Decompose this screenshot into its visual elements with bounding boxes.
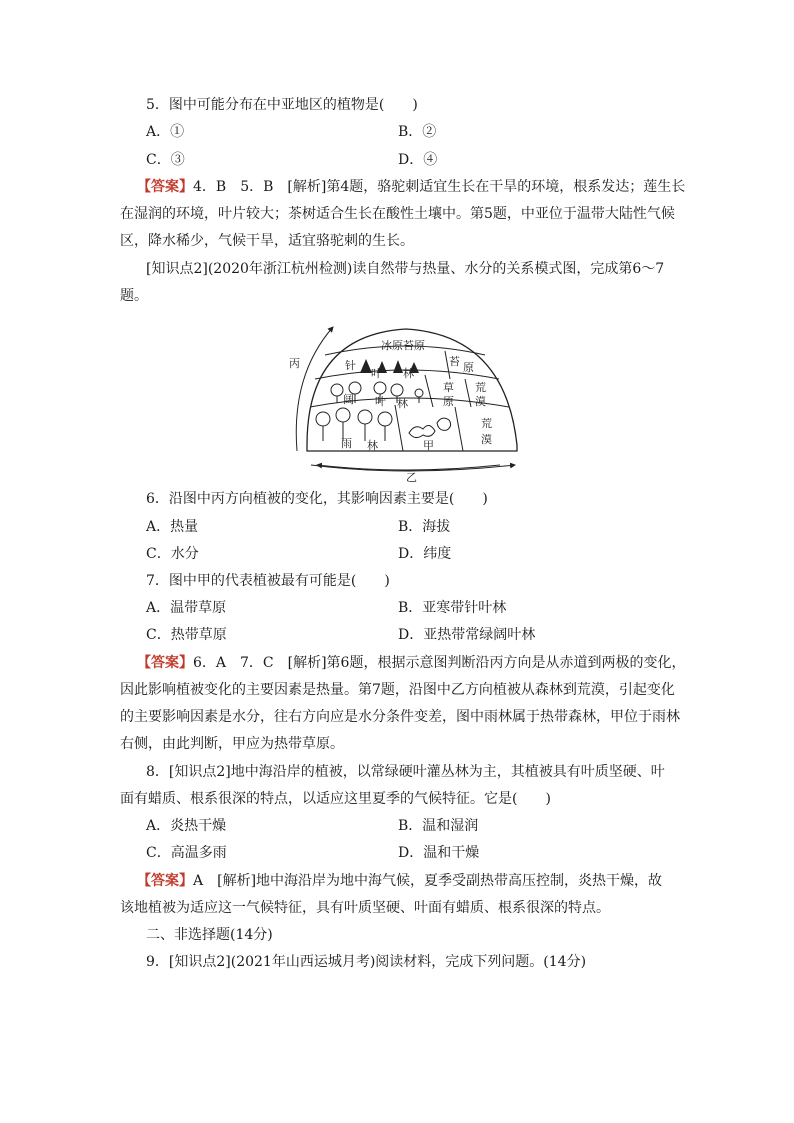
label-tai: 苔: [449, 355, 460, 368]
question-6-stem: 6．沿图中丙方向植被的变化，其影响因素主要是( ): [146, 491, 488, 507]
answer-text: 4．B 5．B [解析]第4题，骆驼刺适宜生长在干旱的环境，根系发达；莲生长: [193, 179, 686, 195]
question-6-option-d: D．纬度: [398, 546, 452, 562]
rainforest-tree-icons: [316, 408, 392, 441]
answer-8-line-1: [137, 871, 662, 891]
label-grass-2: 原: [443, 395, 454, 408]
question-5-option-b: B．②: [398, 124, 437, 140]
answer-6-7-line-1: [137, 653, 685, 673]
question-8-line-2: 面有蜡质、根系很深的特点，以适应这里夏季的气候特征。它是( ): [120, 791, 551, 807]
label-bing: 丙: [289, 357, 300, 370]
answer-4-5-line-3: 区，降水稀少，气候干旱，适宜骆驼刺的生长。: [120, 233, 414, 249]
question-5-stem: 5．图中可能分布在中亚地区的植物是( ): [146, 97, 418, 113]
question-8-option-a: A．炎热干燥: [146, 818, 227, 834]
label-broad-1: 阔: [343, 393, 354, 406]
label-broad-3: 林: [397, 397, 408, 410]
question-7-stem: 7．图中甲的代表植被最有可能是( ): [146, 573, 390, 589]
question-8-line-1: 8．[知识点2]地中海沿岸的植被，以常绿硬叶灌丛林为主，其植被具有叶质坚硬、叶: [146, 764, 665, 780]
answer-text: A [解析]地中海沿岸为地中海气候，夏季受副热带高压控制，炎热干燥，故: [193, 873, 663, 889]
label-tundra: 冰原苔原: [381, 339, 425, 352]
question-9-stem: 9．[知识点2](2021年山西运城月考)阅读材料，完成下列问题。(14分): [146, 954, 587, 970]
label-broad-2: 叶: [375, 395, 386, 408]
arrow-bing: [296, 327, 333, 451]
label-rain-1: 雨: [341, 437, 352, 450]
answer-tag: 【答案】: [137, 655, 193, 671]
question-8-option-b: B．温和湿润: [398, 818, 479, 834]
question-7-option-a: A．温带草原: [146, 600, 227, 616]
knowledge-point-line-1: [知识点2](2020年浙江杭州检测)读自然带与热量、水分的关系模式图，完成第6～7: [146, 261, 665, 277]
natural-zone-diagram: [285, 315, 527, 485]
question-7-option-b: B．亚寒带针叶林: [398, 600, 507, 616]
question-6-option-c: C．水分: [146, 546, 199, 562]
question-6-option-a: A．热量: [146, 519, 199, 535]
label-jia: 甲: [423, 439, 434, 452]
question-5-option-c: C．③: [146, 152, 185, 168]
question-7-option-c: C．热带草原: [146, 627, 227, 643]
label-conifer-3: 林: [403, 367, 414, 380]
label-conifer-1: 针: [345, 359, 356, 372]
question-5-option-d: D．④: [398, 152, 438, 168]
label-yuan: 原: [463, 361, 474, 374]
label-desert-4: 漠: [481, 433, 492, 446]
savanna-icons: [409, 418, 451, 437]
answer-6-7-line-2: 因此影响植被变化的主要因素是热量。第7题，沿图中乙方向植被从森林到荒漠，引起变化: [120, 682, 675, 698]
answer-8-line-2: 该地植被为适应这一气候特征，具有叶质坚硬、叶面有蜡质、根系很深的特点。: [120, 900, 610, 916]
answer-6-7-line-3: 的主要影响因素是水分，往右方向应是水分条件变差，图中雨林属于热带森林，甲位于雨林: [120, 709, 680, 725]
answer-6-7-line-4: 右侧，由此判断，甲应为热带草原。: [120, 736, 344, 752]
answer-4-5-line-1: [137, 177, 685, 197]
label-desert-3: 荒: [481, 417, 492, 430]
label-conifer-2: 叶: [371, 367, 382, 380]
label-rain-2: 林: [367, 439, 378, 452]
answer-tag: 【答案】: [137, 873, 193, 889]
label-desert-1: 荒: [475, 381, 486, 394]
question-8-option-c: C．高温多雨: [146, 845, 227, 861]
knowledge-point-line-2: 题。: [120, 288, 148, 304]
question-7-option-d: D．亚热带常绿阔叶林: [398, 627, 536, 643]
answer-text: 6．A 7．C [解析]第6题，根据示意图判断沿丙方向是从赤道到两极的变化，: [193, 655, 686, 671]
label-grass-1: 草: [443, 381, 454, 394]
question-6-option-b: B．海拔: [398, 519, 451, 535]
label-yi: 乙: [406, 471, 417, 484]
question-8-option-d: D．温和干燥: [398, 845, 480, 861]
section-heading: 二、非选择题(14分): [146, 927, 273, 943]
natural-zone-diagram-svg: [285, 315, 527, 485]
question-5-option-a: A．①: [146, 124, 185, 140]
label-desert-2: 漠: [475, 395, 486, 408]
answer-4-5-line-2: 在湿润的环境，叶片较大；茶树适合生长在酸性土壤中。第5题，中亚位于温带大陆性气候: [120, 206, 675, 222]
answer-tag: 【答案】: [137, 179, 193, 195]
